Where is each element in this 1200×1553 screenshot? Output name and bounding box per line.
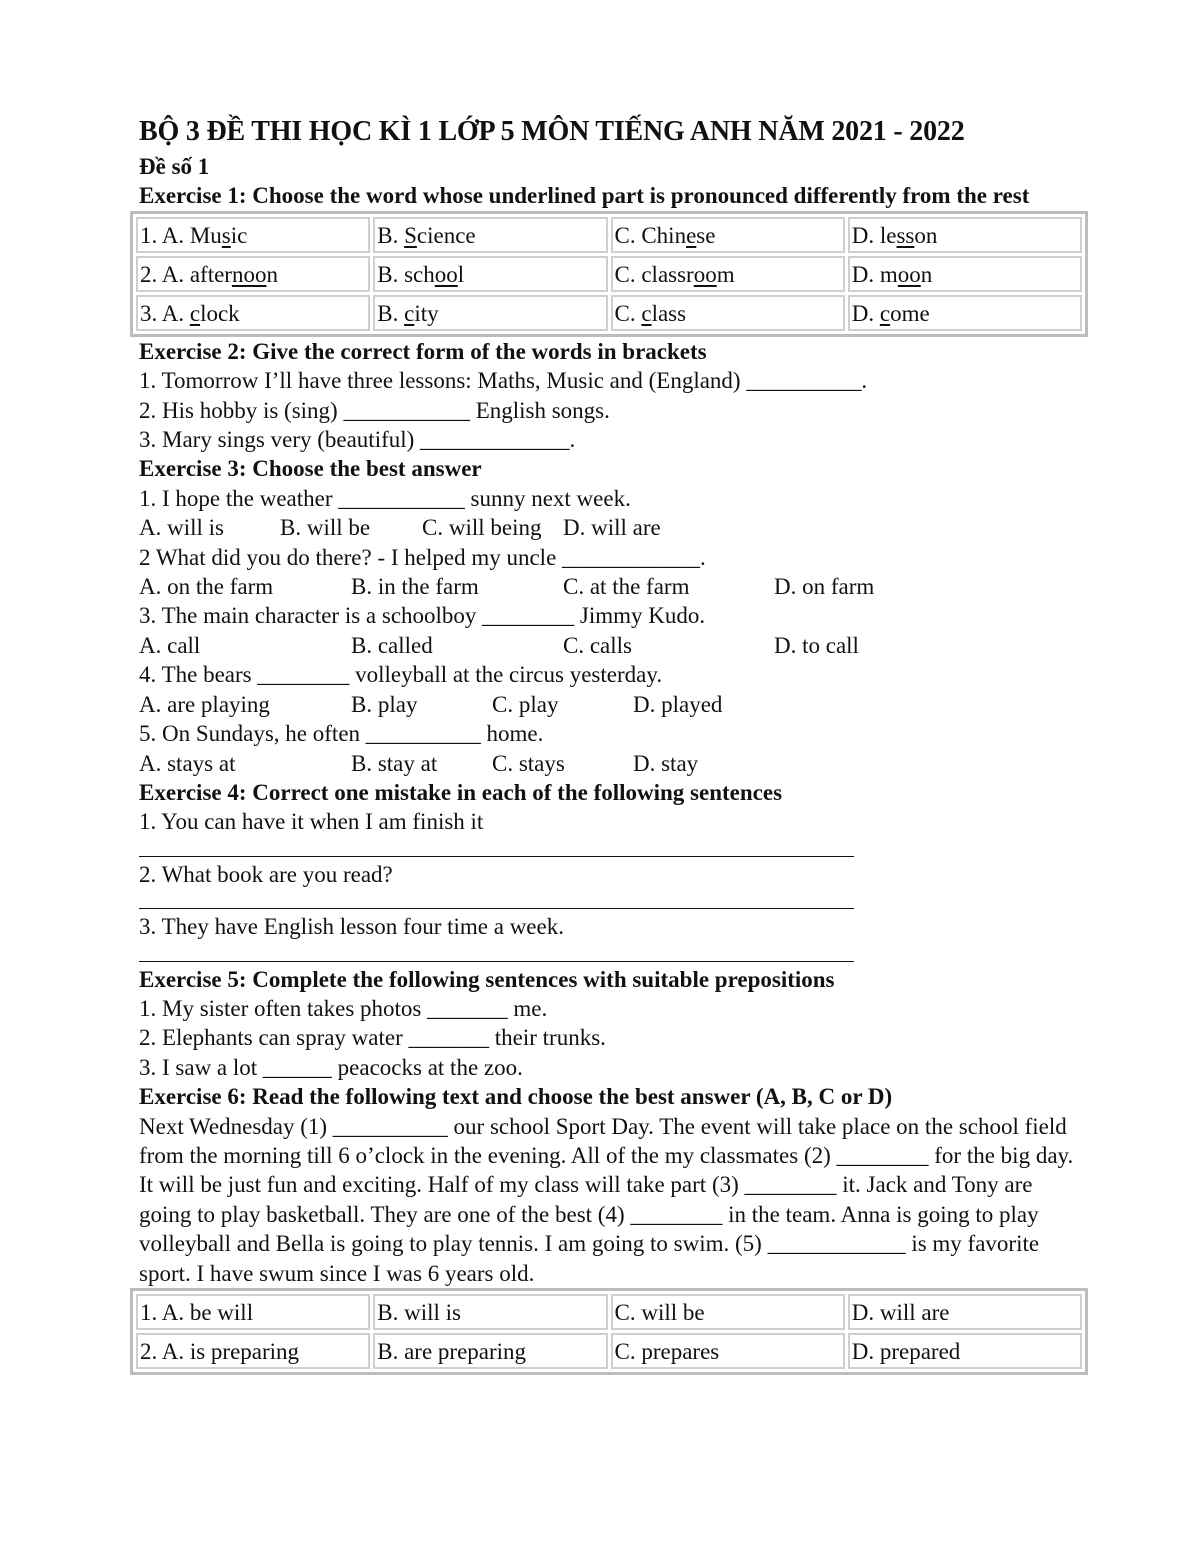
question: 5. On Sundays, he often __________ home. bbox=[139, 721, 544, 747]
option: C. will being bbox=[422, 515, 542, 541]
list-item: 1. You can have it when I am finish it bbox=[139, 809, 484, 835]
option: D. stay bbox=[633, 750, 699, 776]
list-item: 2. His hobby is (sing) ___________ English songs. bbox=[139, 397, 610, 423]
answer-line[interactable] bbox=[139, 837, 854, 860]
option: B. will be bbox=[280, 515, 371, 541]
test-number: Đề số 1 bbox=[139, 154, 210, 179]
table-cell: B. will is bbox=[373, 1294, 607, 1330]
table-cell: D. moon bbox=[848, 256, 1082, 292]
option: B. called bbox=[351, 632, 433, 658]
table-cell: C. Chinese bbox=[611, 217, 845, 253]
option: D. played bbox=[633, 691, 723, 717]
exercise-5-heading: Exercise 5: Complete the following sentences with suitable prepositions bbox=[139, 966, 835, 992]
table-cell: B. are preparing bbox=[373, 1333, 607, 1369]
option: B. play bbox=[351, 691, 418, 717]
option: C. calls bbox=[563, 632, 632, 658]
list-item: 2. Elephants can spray water _______ their trunks. bbox=[139, 1025, 606, 1051]
table-cell: 2. A. afternoon bbox=[136, 256, 370, 292]
page-title: BỘ 3 ĐỀ THI HỌC KÌ 1 LỚP 5 MÔN TIẾNG ANH NĂM 2021 - 2022 bbox=[139, 116, 965, 147]
table-cell: D. lesson bbox=[848, 217, 1082, 253]
answer-options bbox=[139, 631, 1089, 660]
question: 3. The main character is a schoolboy ________ Jimmy Kudo. bbox=[139, 603, 706, 629]
table-cell: D. will are bbox=[848, 1294, 1082, 1330]
table-cell: 1. A. be will bbox=[136, 1294, 370, 1330]
question: 4. The bears ________ volleyball at the circus yesterday. bbox=[139, 662, 663, 688]
table-row bbox=[136, 1333, 1082, 1369]
table-cell: D. come bbox=[848, 295, 1082, 331]
question: 1. I hope the weather ___________ sunny next week. bbox=[139, 485, 631, 511]
table-cell: 3. A. clock bbox=[136, 295, 370, 331]
question: 2 What did you do there? - I helped my uncle ____________. bbox=[139, 544, 706, 570]
option: D. to call bbox=[774, 632, 859, 658]
option: B. stay at bbox=[351, 750, 438, 776]
worksheet-page bbox=[139, 112, 1089, 1375]
table-cell: 2. A. is preparing bbox=[136, 1333, 370, 1369]
table-cell: B. Science bbox=[373, 217, 607, 253]
table-cell: B. city bbox=[373, 295, 607, 331]
table-row bbox=[136, 256, 1082, 292]
table-cell: C. classroom bbox=[611, 256, 845, 292]
table-cell: B. school bbox=[373, 256, 607, 292]
reading-passage: Next Wednesday (1) __________ our school Sport Day. The event will take place on the school field from the morning till 6 o’clock in the evening. All of the my classmates (2) ________ for the big day. It will be just fun and exciting. Half of my class will take part (3) ________ it. Jack and Tony are going to play basketball. They are one of the best (4) ________ in the team. Anna is going to play volleyball and Bella is going to play tennis. I am going to swim. (5) ____________ is my favorite sport. I have swum since I was 6 years old. bbox=[139, 1113, 1074, 1286]
option: A. will is bbox=[139, 515, 224, 541]
exercise-1-heading: Exercise 1: Choose the word whose underlined part is pronounced differently from the rest bbox=[139, 183, 1030, 209]
table-cell: D. prepared bbox=[848, 1333, 1082, 1369]
table-cell: C. will be bbox=[611, 1294, 845, 1330]
list-item: 1. Tomorrow I’ll have three lessons: Maths, Music and (England) __________. bbox=[139, 368, 868, 394]
list-item: 3. They have English lesson four time a week. bbox=[139, 914, 564, 940]
table-row bbox=[136, 295, 1082, 331]
exercise-6-heading: Exercise 6: Read the following text and choose the best answer (A, B, C or D) bbox=[139, 1084, 893, 1110]
answer-line[interactable] bbox=[139, 942, 854, 965]
answer-options bbox=[139, 749, 1089, 778]
answer-line[interactable] bbox=[139, 889, 854, 912]
option: D. will are bbox=[563, 515, 661, 541]
option: B. in the farm bbox=[351, 574, 479, 600]
answer-options bbox=[139, 690, 1089, 719]
option: C. play bbox=[492, 691, 559, 717]
answer-options bbox=[139, 572, 1089, 601]
list-item: 3. Mary sings very (beautiful) _____________. bbox=[139, 427, 576, 453]
table-row bbox=[136, 217, 1082, 253]
option: A. call bbox=[139, 632, 201, 658]
table-cell: 1. A. Music bbox=[136, 217, 370, 253]
option: C. stays bbox=[492, 750, 565, 776]
table-row bbox=[136, 1294, 1082, 1330]
option: A. are playing bbox=[139, 691, 270, 717]
option: A. stays at bbox=[139, 750, 236, 776]
exercise-6-table bbox=[130, 1288, 1088, 1375]
exercise-3-heading: Exercise 3: Choose the best answer bbox=[139, 456, 482, 482]
option: A. on the farm bbox=[139, 574, 274, 600]
table-cell: C. class bbox=[611, 295, 845, 331]
table-cell: C. prepares bbox=[611, 1333, 845, 1369]
option: D. on farm bbox=[774, 574, 875, 600]
list-item: 1. My sister often takes photos _______ me. bbox=[139, 995, 548, 1021]
option: C. at the farm bbox=[563, 574, 690, 600]
list-item: 3. I saw a lot ______ peacocks at the zoo. bbox=[139, 1054, 523, 1080]
exercise-4-heading: Exercise 4: Correct one mistake in each of the following sentences bbox=[139, 779, 783, 805]
exercise-2-heading: Exercise 2: Give the correct form of the words in brackets bbox=[139, 338, 707, 364]
list-item: 2. What book are you read? bbox=[139, 861, 393, 887]
answer-options bbox=[139, 513, 1089, 542]
exercise-1-table bbox=[130, 211, 1088, 337]
